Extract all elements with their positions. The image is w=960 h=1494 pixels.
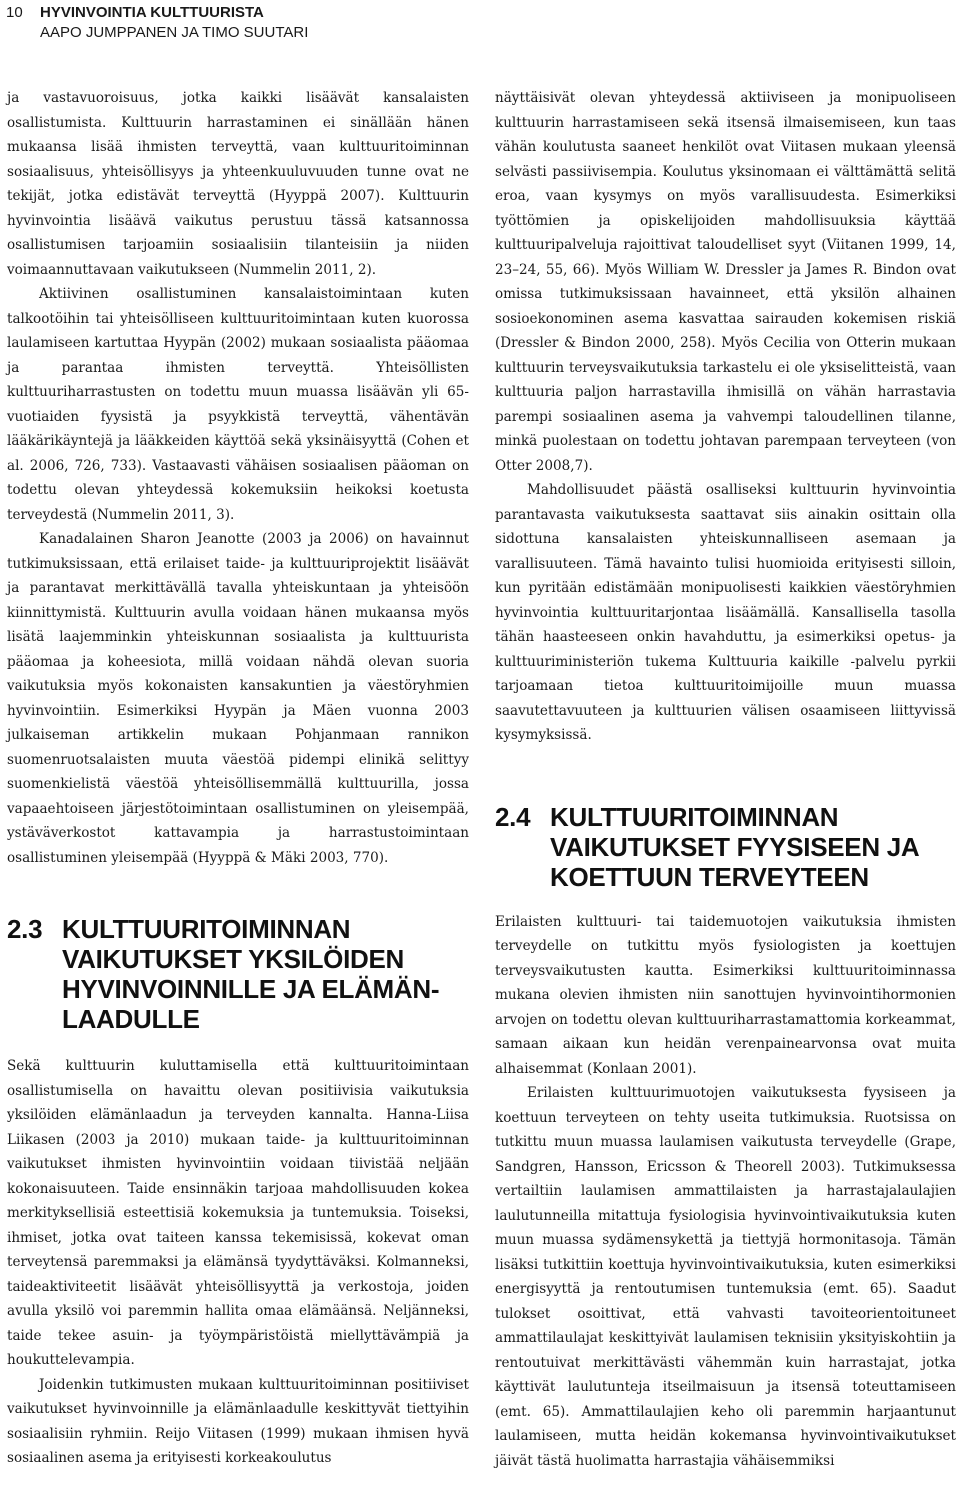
section-heading-2-4 bbox=[495, 802, 956, 892]
publication-title: HYVINVOINTIA KULTTUURISTA bbox=[40, 4, 264, 21]
paragraph: Sekä kulttuurin kuluttamisella että kulttuuritoimintaan osallistumisella on havaittu olevan positiivisia vaikutuksia yksilöiden elämänlaadun ja terveyden kannalta. Hanna-Liisa Liikasen (2003 ja 2010) mukaan taide- ja kulttuuritoiminnan vaikutukset ihmisten hyvinvointiin voidaan tiivistää neljään kokonaisuuteen. Taide ensinnäkin tarjoaa mahdollisuuden kokea merkityksellisiä esteettisiä kokemuksia ja tuntemuksia. Toiseksi, ihmiset, jotka ovat taiteen kanssa tekemisissä, kokevat oman terveytensä paremmaksi ja elämänsä tyydyttäväksi. Kolmanneksi, taideaktiviteetit lisäävät yhteisöllisyyttä ja verkostoja, joiden avulla yksilö voi paremmin hallita omaa elämäänsä. Neljänneksi, taide tekee asuin- ja työympäristöistä miellyttävämpiä ja houkuttelevampia. bbox=[7, 1058, 469, 1368]
authors: AAPO JUMPPANEN JA TIMO SUUTARI bbox=[40, 24, 309, 41]
paragraph: näyttäisivät olevan yhteydessä aktiiviseen ja monipuoliseen kulttuurin harrastamiseen sekä itsensä ilmaisemiseen, kun taas vähän koulutusta saaneet henkilöt ovat Viitasen mukaan yleensä selvästi passiivisempia. Koulutus yksinomaan ei välttämättä selitä eroa, vaan kysymys on myös varallisuudesta. Esimerkiksi työttömien ja opiskelijoiden mahdollisuuksia käyttää kulttuuripalveluja rajoittivat taloudelliset syyt (Viitanen 1999, 14, 23–24, 55, 66). Myös William W. Dressler ja James R. Bindon ovat omissa tutkimuksissaan havainneet, että yksilön alhainen sosioekonominen asema kasvattaa sairauden kokemisen riskiä (Dressler & Bindon 2000, 258). Myös Cecilia von Otterin mukaan kulttuurin terveysvaikutuksia tarkastelu ei ole yksiselitteistä, vaan kulttuuria paljon harrastavilla ihmisillä on vähän harrastavia parempi sosiaalinen asema ja vahvempi taloudellinen tilanne, minkä puolestaan on todettu johtavan parempaan terveyteen (von Otter 2008,7). bbox=[495, 90, 956, 474]
paragraph: ja vastavuoroisuus, jotka kaikki lisäävät kansalaisten osallistumista. Kulttuurin harrastaminen ei sinällään hänen mukaansa lisää ihmisten terveyttä, vaan kulttuuritoiminnan sosiaalisuus, yhteisöllisyys ja yhteenkuuluvuuden tunne ovat ne tekijät, jotka edistävät terveyttä (Hyyppä 2007). Kulttuurin hyvinvointia lisäävä vaikutus perustuu tässä katsannossa osallistumisen tarjoamiin sosiaalisiin tilanteisiin ja niiden voimaannuttavaan vaikutukseen (Nummelin 2011, 2). bbox=[7, 90, 469, 278]
paragraph: Kanadalainen Sharon Jeanotte (2003 ja 2006) on havainnut tutkimuksissaan, että erilaiset taide- ja kulttuuriprojektit lisäävät ja parantavat merkittävällä tavalla yhteiskuntaan ja yhteisöön kiinnittymistä. Kulttuurin avulla voidaan hänen mukaansa myös lisätä laajemminkin yhteiskunnan sosiaalista ja kulttuurista pääomaa ja koheesiota, millä voidaan nähdä olevan suoria vaikutuksia myös kokonaisten kansakuntien ja väestöryhmien hyvinvointiin. Esimerkiksi Hyypän ja Mäen vuonna 2003 julkaiseman artikkelin mukaan Pohjanmaan rannikon suomenruotsalaisten muuta väestöä pidempi elinikä selittyy suomenkielistä väestöä yhteisöllisemmällä kulttuurilla, jossa vapaaehtoiseen järjestötoimintaan osallistuminen on yleisempää, ystäväverkostot kattavampia ja harrastustoimintaan osallistuminen yleisempää (Hyyppä & Mäki 2003, 770). bbox=[7, 531, 469, 866]
section-number: 2.4 bbox=[495, 801, 531, 832]
section-number: 2.3 bbox=[7, 914, 43, 944]
paragraph: Erilaisten kulttuurimuotojen vaikutuksesta fyysiseen ja koettuun terveyteen on tehty useita tutkimuksia. Ruotsissa on tutkittu muun muassa laulamisen vaikutusta terveydelle (Grape, Sandgren, Hansson, Ericsson & Theorell 2003). Tutkimuksessa vertailtiin laulamisen ammattilaisten ja harrastajalaulajien laulutunneilla mitattuja fysiologisia hyvinvointivaikutuksia kuten muun muassa sydämensykettä ja tiettyjä hormonitasoja. Tämän lisäksi tutkittiin koettuja hyvinvointivaikutuksia, kuten esimerkiksi energisyyttä ja rentoutumisen tuntemuksia (emt. 65). Saadut tulokset osoittivat, että vahvasti tavoiteorientoituneet ammattilaulajat keskittyivät laulamisen teknisiin yksityiskohtiin ja rentoutuivat merkittävästi vähemmän kuin harrastajat, jotka käyttivät laulutunteja itseilmaisuun ja itsensä toteuttamiseen (emt. 65). Ammattilaulajien keho oli paremmin harjaantunut laulamiseen, mutta heidän kokemansa hyvinvointivaikutukset jäivät tästä huolimatta harrastajia vähäisemmiksi bbox=[495, 1085, 956, 1469]
paragraph: Aktiivinen osallistuminen kansalaistoimintaan kuten talkootöihin tai yhteisölliseen kulttuuritoimintaan kuten kuorossa laulamiseen kartuttaa Hyypän (2002) mukaan sosiaalista pääomaa ja parantaa ihmisten terveyttä. Yhteisöllisten kulttuuriharrastusten on todettu muun muassa lisäävän yli 65-vuotiaiden fyysistä ja psyykkistä terveyttä, vähentävän lääkärikäyntejä ja lääkkeiden käyttöä sekä yksinäisyyttä (Cohen et al. 2006, 726, 733). Vastaavasti vähäisen sosiaalisen pääoman on todettu olevan yhteydessä kokemuksiin heikoksi koetusta terveydestä (Nummelin 2011, 3). bbox=[7, 286, 469, 523]
paragraph: Mahdollisuudet päästä osalliseksi kulttuurin hyvinvointia parantavasta vaikutuksesta saattavat siis ainakin osittain olla sidottuna kansalaisten yhteiskunnalliseen asemaan ja varallisuuteen. Tämä havainto tulisi huomioida erityisesti silloin, kun pyritään edistämään monipuolisesti kaikkien väestöryhmien hyvinvointia kulttuuritarjontaa lisäämällä. Kansallisella tasolla tähän haasteeseen onkin havahduttu, ja esimerkiksi opetus- ja kulttuuriministeriön tukema Kulttuuria kaikille -palvelu pyrkii tarjoamaan tietoa kulttuuritoimijoille muun muassa saavutettavuuteen ja kulttuurien välisen osaamiseen liittyvissä kysymyksissä. bbox=[495, 482, 956, 743]
paragraph: Erilaisten kulttuuri- tai taidemuotojen vaikutuksia ihmisten terveydelle on tutkittu myös fysiologisten ja koettujen terveysvaikutusten kautta. Esimerkiksi kulttuuritoiminnassa mukana olevien ihmisten niin sanottujen hyvinvointihormonien arvojen on todettu olevan kulttuuriharrastamattomia korkeammat, samaan aikaan kun heidän verenpainearvonsa ovat muita alhaisemmat (Konlaan 2001). bbox=[495, 913, 956, 1077]
left-column bbox=[7, 86, 469, 1471]
page-number: 10 bbox=[6, 4, 23, 21]
paragraph: Joidenkin tutkimusten mukaan kulttuuritoiminnan positiiviset vaikutukset hyvinvoinnille ja elämänlaadulle keskittyvät tiettyihin sosiaalisiin ryhmiin. Reijo Viitasen (1999) mukaan ihmisen hyvä sosiaalinen asema ja erityisesti korkeakoulutus bbox=[7, 1376, 469, 1466]
section-title: KULTTUURITOIMINNAN VAIKUTUKSET FYYSISEEN JA KOETTUUN TERVEYTEEN bbox=[550, 801, 919, 892]
section-title: KULTTUURITOIMINNAN VAIKUTUKSET YKSILÖIDEN HYVINVOINNILLE JA ELÄMÄNLAADULLE bbox=[62, 914, 440, 1034]
right-column bbox=[495, 86, 956, 1473]
section-heading-2-3 bbox=[7, 914, 469, 1034]
